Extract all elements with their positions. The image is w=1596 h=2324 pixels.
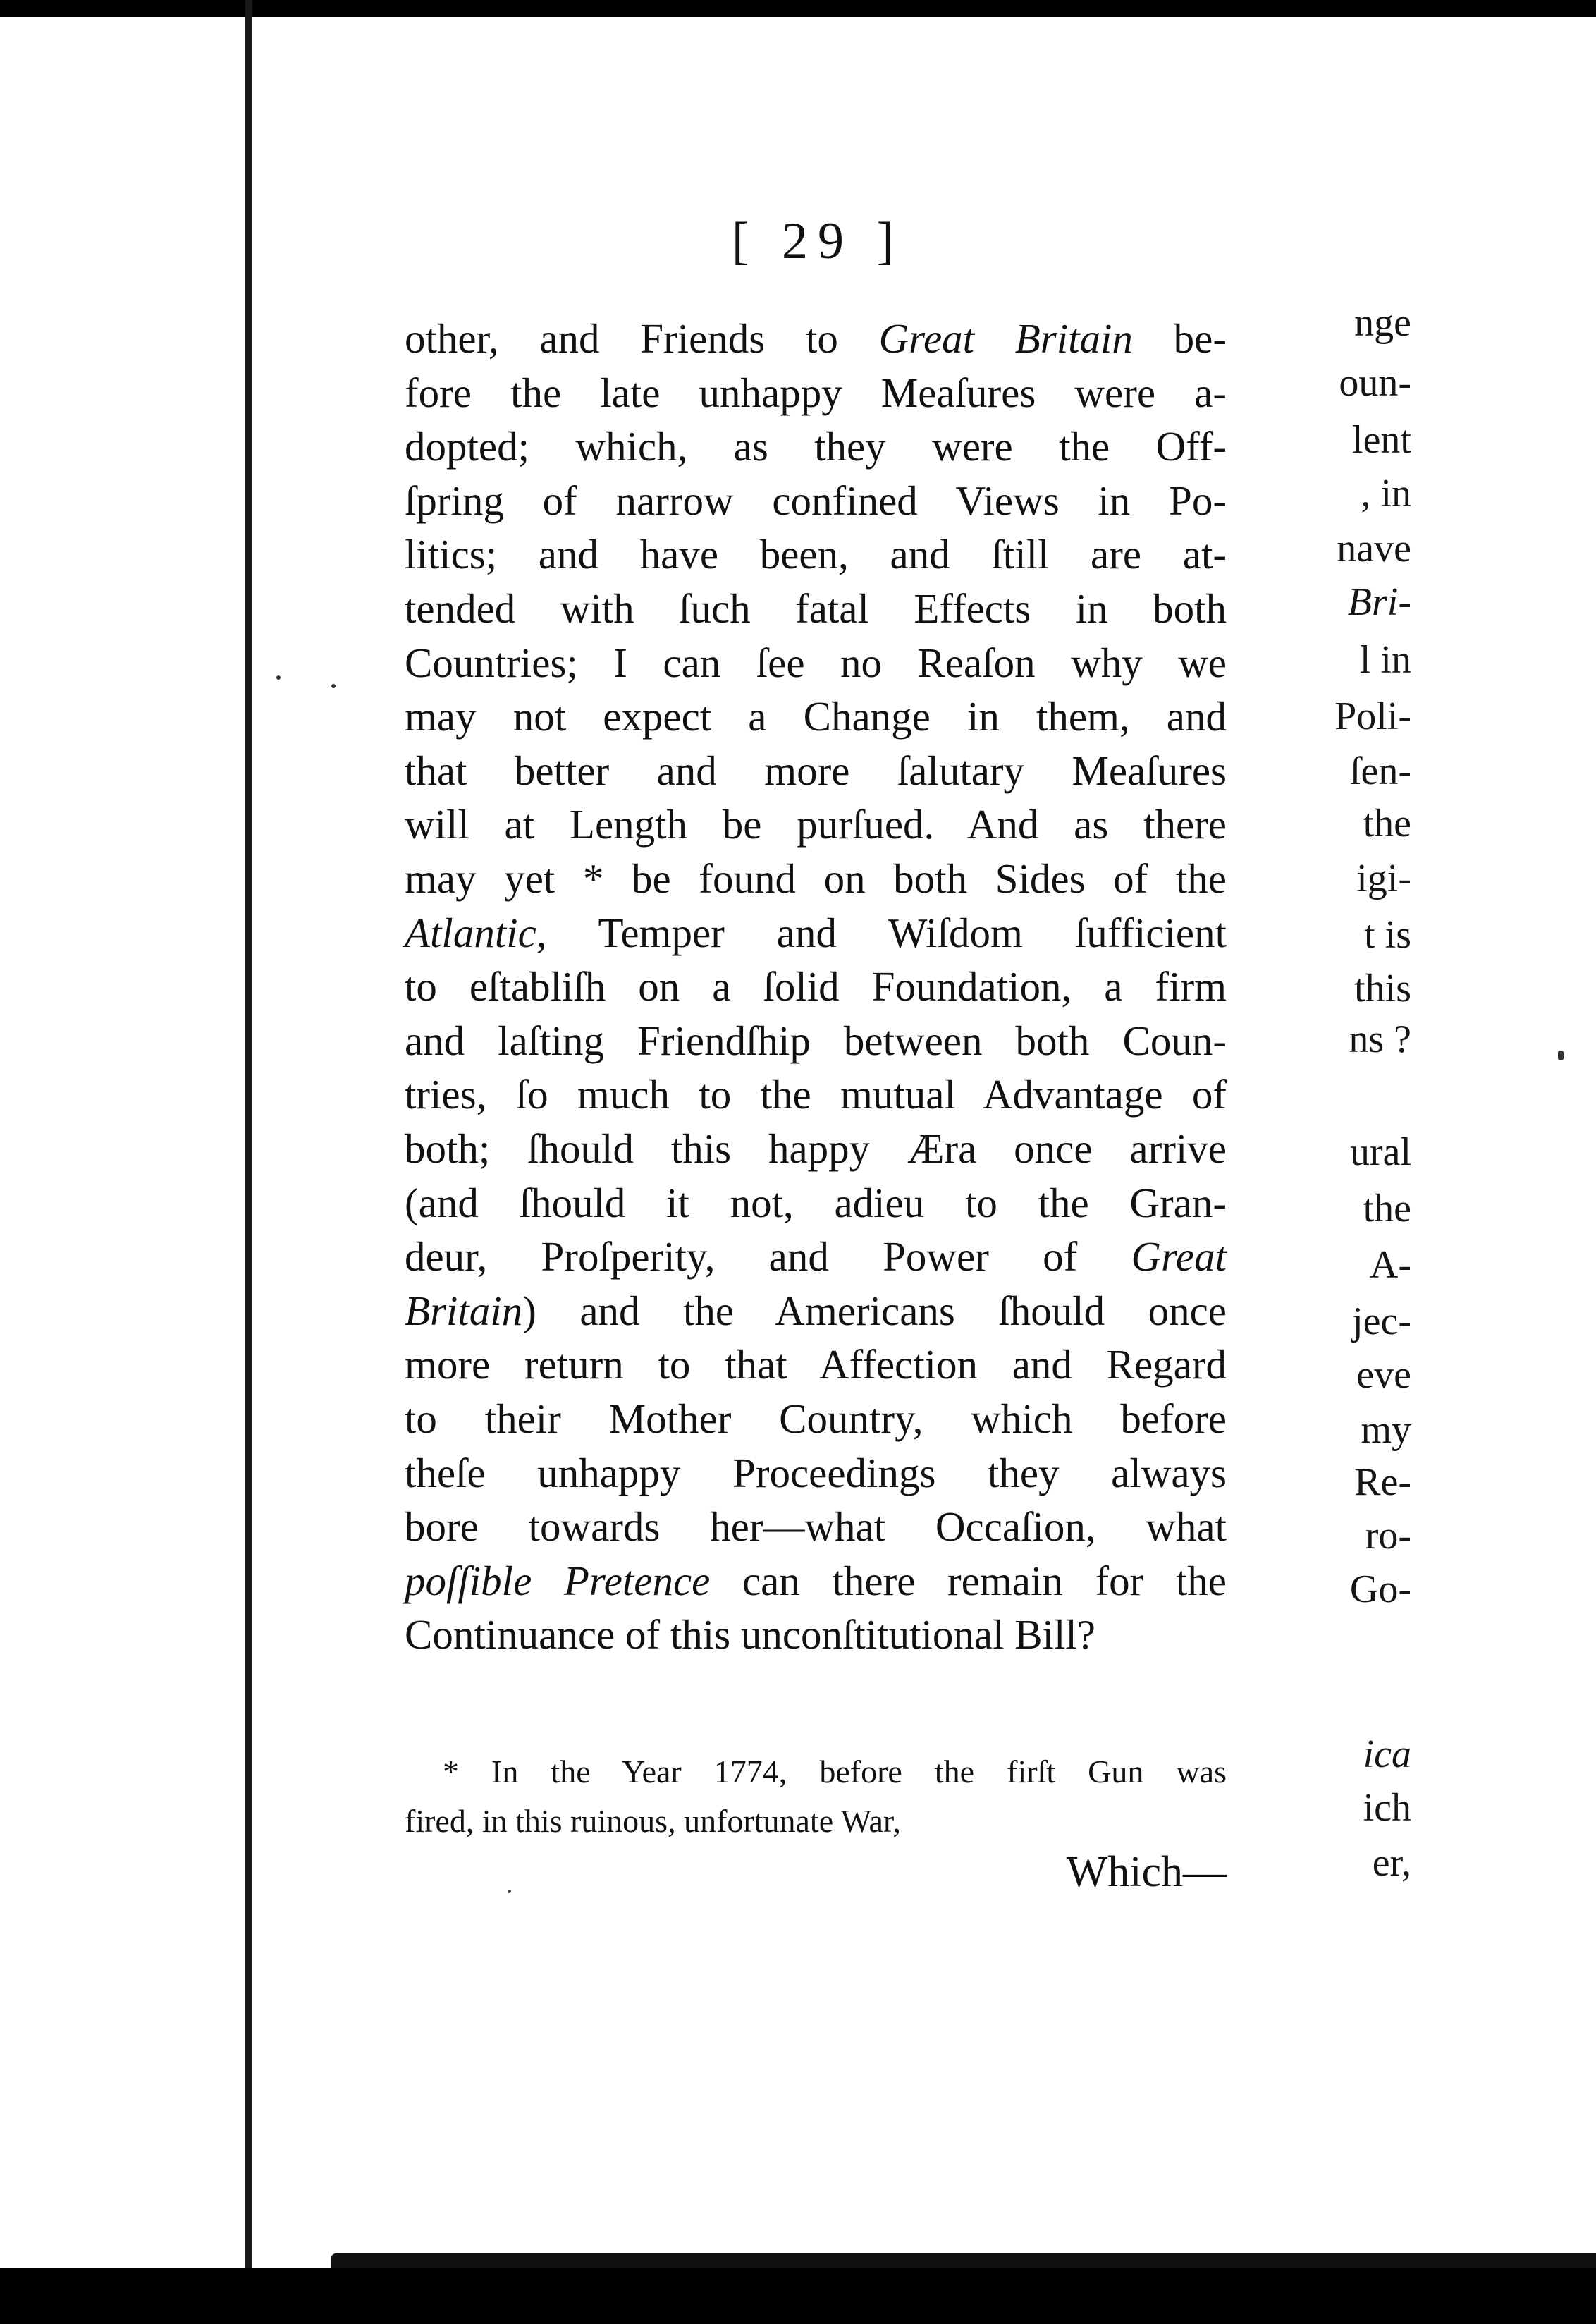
left-page-fragment-line: ns ? [1349, 1017, 1411, 1061]
body-line [405, 1070, 1227, 1119]
body-line [405, 1340, 1227, 1389]
left-page-fragment-line: nge [1354, 301, 1411, 345]
text-run: theſe unhappy Proceedings they always [405, 1449, 1227, 1496]
left-page-fragment-line: the [1363, 1187, 1411, 1230]
book-spine [245, 0, 252, 2324]
body-line [405, 1178, 1227, 1228]
ink-speck [331, 684, 336, 688]
left-page-fragment-line: ich [1363, 1786, 1411, 1830]
body-line [405, 1610, 1227, 1659]
left-page-fragment-line: igi- [1356, 857, 1411, 900]
text-run: bore towards her—what Occaſion, what [405, 1503, 1227, 1551]
text-run: be- [1132, 315, 1227, 362]
text-run: tries, ſo much to the mutual Advantage of [405, 1071, 1227, 1118]
body-line [405, 908, 1227, 958]
body-line [405, 314, 1227, 363]
body-line [405, 1394, 1227, 1443]
left-page-fragment-line: Poli- [1334, 695, 1411, 738]
ink-speck [276, 675, 281, 680]
italic-text: Great Britain [878, 315, 1133, 362]
text-run: can there remain for the [710, 1557, 1227, 1604]
left-page-fragment-line: ural [1349, 1130, 1411, 1174]
left-page-fragment-line: ica [1363, 1732, 1411, 1776]
footnote-line: fired, in this ruinous, unfortunate War, [405, 1803, 901, 1839]
left-page-fragment-line: nave [1337, 527, 1411, 570]
left-page-fragment-line: l in [1359, 638, 1411, 682]
left-page-fragment-line: oun- [1339, 361, 1411, 405]
text-run: will at Length be purſued. And as there [405, 801, 1227, 848]
body-line [405, 1448, 1227, 1498]
text-run: that better and more ſalutary Meaſures [405, 747, 1227, 794]
text-run: to eſtabliſh on a ſolid Foundation, a firm [405, 963, 1227, 1010]
left-page-fragment-line: Bri- [1347, 580, 1411, 624]
italic-text: Atlantic, [405, 909, 547, 956]
left-page-fragment-line: er, [1372, 1841, 1411, 1885]
text-run: to their Mother Country, which before [405, 1395, 1227, 1442]
text-run: and laſting Friendſhip between both Coun- [405, 1017, 1227, 1064]
body-line [405, 962, 1227, 1011]
body-line [405, 746, 1227, 795]
body-line [405, 476, 1227, 525]
left-page-fragment-line: the [1363, 802, 1411, 845]
text-run: litics; and have been, and ſtill are at- [405, 531, 1227, 578]
left-page-fragment-line: Go- [1349, 1567, 1411, 1611]
body-line [405, 530, 1227, 579]
text-run: other, and Friends to [405, 315, 879, 362]
body-line [405, 368, 1227, 417]
text-run: tended with ſuch fatal Effects in both [405, 585, 1227, 632]
text-run: Continuance of this unconſtitutional Bill? [405, 1611, 1095, 1658]
left-page-fragment-line: A- [1369, 1243, 1411, 1287]
left-page-fragment-line: ſen- [1349, 750, 1411, 793]
catchword: Which— [1066, 1848, 1227, 1896]
left-page-fragment-line: jec- [1352, 1299, 1411, 1343]
left-page-fragment-line: t is [1364, 913, 1411, 957]
body-line [405, 1502, 1227, 1551]
body-line [405, 692, 1227, 741]
italic-text: Great [1131, 1233, 1227, 1280]
left-page-fragment-line: , in [1361, 472, 1411, 515]
page-bottom-edge [331, 2253, 1596, 2269]
body-line [405, 584, 1227, 633]
ink-speck [1558, 1051, 1564, 1060]
body-line [405, 800, 1227, 849]
body-line [405, 422, 1227, 471]
left-page-fragment-line: ro- [1365, 1514, 1411, 1558]
text-run: Countries; I can ſee no Reaſon why we [405, 639, 1227, 686]
text-run: ſpring of narrow confined Views in Po- [405, 477, 1227, 524]
body-line [405, 1556, 1227, 1606]
footnote-line: * In the Year 1774, before the firſt Gun was [443, 1754, 1227, 1790]
body-line [405, 1016, 1227, 1065]
body-line [405, 1286, 1227, 1335]
italic-text: Britain [405, 1287, 523, 1334]
scan-top-border [0, 0, 1596, 17]
text-run: deur, Proſperity, and Power of [405, 1233, 1131, 1280]
scan-bottom-border [0, 2268, 1596, 2324]
text-run: may not expect a Change in them, and [405, 693, 1227, 740]
left-page-fragment-line: this [1354, 967, 1411, 1010]
body-line [405, 1232, 1227, 1281]
left-page-fragment [0, 17, 245, 2268]
left-page-fragment-line: my [1361, 1408, 1411, 1452]
body-line [405, 854, 1227, 903]
text-run: more return to that Affection and Regard [405, 1341, 1227, 1388]
text-run: ) and the Americans ſhould once [522, 1287, 1227, 1334]
italic-text: poſſible Pretence [405, 1557, 711, 1604]
left-page-fragment-line: eve [1356, 1353, 1411, 1397]
left-page-fragment-line: Re- [1354, 1460, 1411, 1504]
text-run: may yet * be found on both Sides of the [405, 855, 1227, 902]
left-page-fragment-line: lent [1352, 418, 1411, 462]
text-run: both; ſhould this happy Æra once arrive [405, 1125, 1227, 1172]
page-number: [ 29 ] [731, 212, 904, 270]
text-run: dopted; which, as they were the Off- [405, 423, 1227, 470]
text-run: fore the late unhappy Meaſures were a- [405, 369, 1227, 416]
text-run: Temper and Wiſdom ſufficient [546, 909, 1227, 956]
body-line [405, 1124, 1227, 1173]
text-run: (and ſhould it not, adieu to the Gran- [405, 1179, 1227, 1226]
ink-speck [508, 1890, 511, 1893]
body-line [405, 638, 1227, 687]
